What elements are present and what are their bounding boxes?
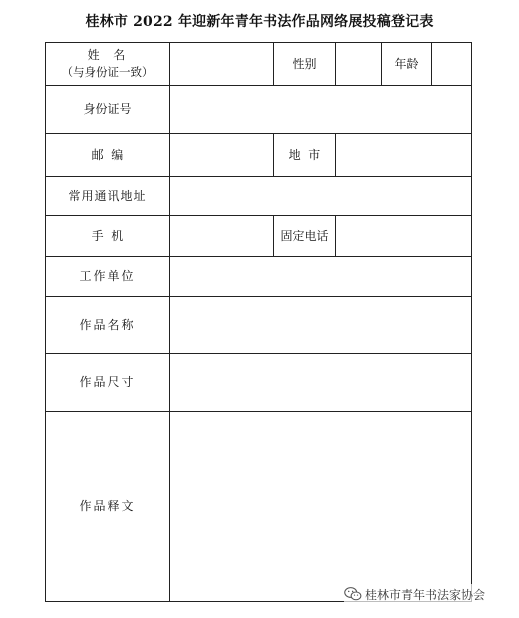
gender-label: 性别 xyxy=(274,43,336,86)
postcode-label: 邮 编 xyxy=(46,134,170,177)
age-label: 年龄 xyxy=(382,43,432,86)
work-text-field[interactable] xyxy=(170,412,472,602)
id-number-field[interactable] xyxy=(170,86,472,134)
work-title-label: 作品名称 xyxy=(46,297,170,354)
row-phone xyxy=(46,216,472,257)
work-title-field[interactable] xyxy=(170,297,472,354)
work-text-label: 作品释文 xyxy=(46,412,170,602)
row-work-text xyxy=(46,412,472,602)
row-work-title xyxy=(46,297,472,354)
mobile-field[interactable] xyxy=(170,216,274,257)
id-number-label: 身份证号 xyxy=(46,86,170,134)
city-field[interactable] xyxy=(336,134,472,177)
form-title: 桂林市 2022 年迎新年青年书法作品网络展投稿登记表 xyxy=(85,14,434,30)
row-id-number xyxy=(46,86,472,134)
age-field[interactable] xyxy=(432,43,472,86)
name-label: 姓 名 xyxy=(87,48,128,62)
name-field[interactable] xyxy=(170,43,274,86)
mobile-label: 手 机 xyxy=(46,216,170,257)
row-workplace xyxy=(46,257,472,297)
wechat-icon xyxy=(344,586,362,602)
address-field[interactable] xyxy=(170,177,472,216)
row-work-size xyxy=(46,354,472,412)
name-note: （与身份证一致） xyxy=(61,65,154,79)
watermark-text: 桂林市青年书法家协会 xyxy=(365,587,486,602)
registration-form-table xyxy=(45,42,472,602)
address-label: 常用通讯地址 xyxy=(46,177,170,216)
workplace-label: 工作单位 xyxy=(46,257,170,297)
work-size-label: 作品尺寸 xyxy=(46,354,170,412)
postcode-field[interactable] xyxy=(170,134,274,177)
watermark xyxy=(344,584,485,604)
name-label-cell xyxy=(46,43,170,86)
city-label: 地 市 xyxy=(274,134,336,177)
workplace-field[interactable] xyxy=(170,257,472,297)
row-name xyxy=(46,43,472,86)
row-address xyxy=(46,177,472,216)
work-size-field[interactable] xyxy=(170,354,472,412)
row-postcode-city xyxy=(46,134,472,177)
landline-label: 固定电话 xyxy=(274,216,336,257)
gender-field[interactable] xyxy=(336,43,382,86)
landline-field[interactable] xyxy=(336,216,472,257)
